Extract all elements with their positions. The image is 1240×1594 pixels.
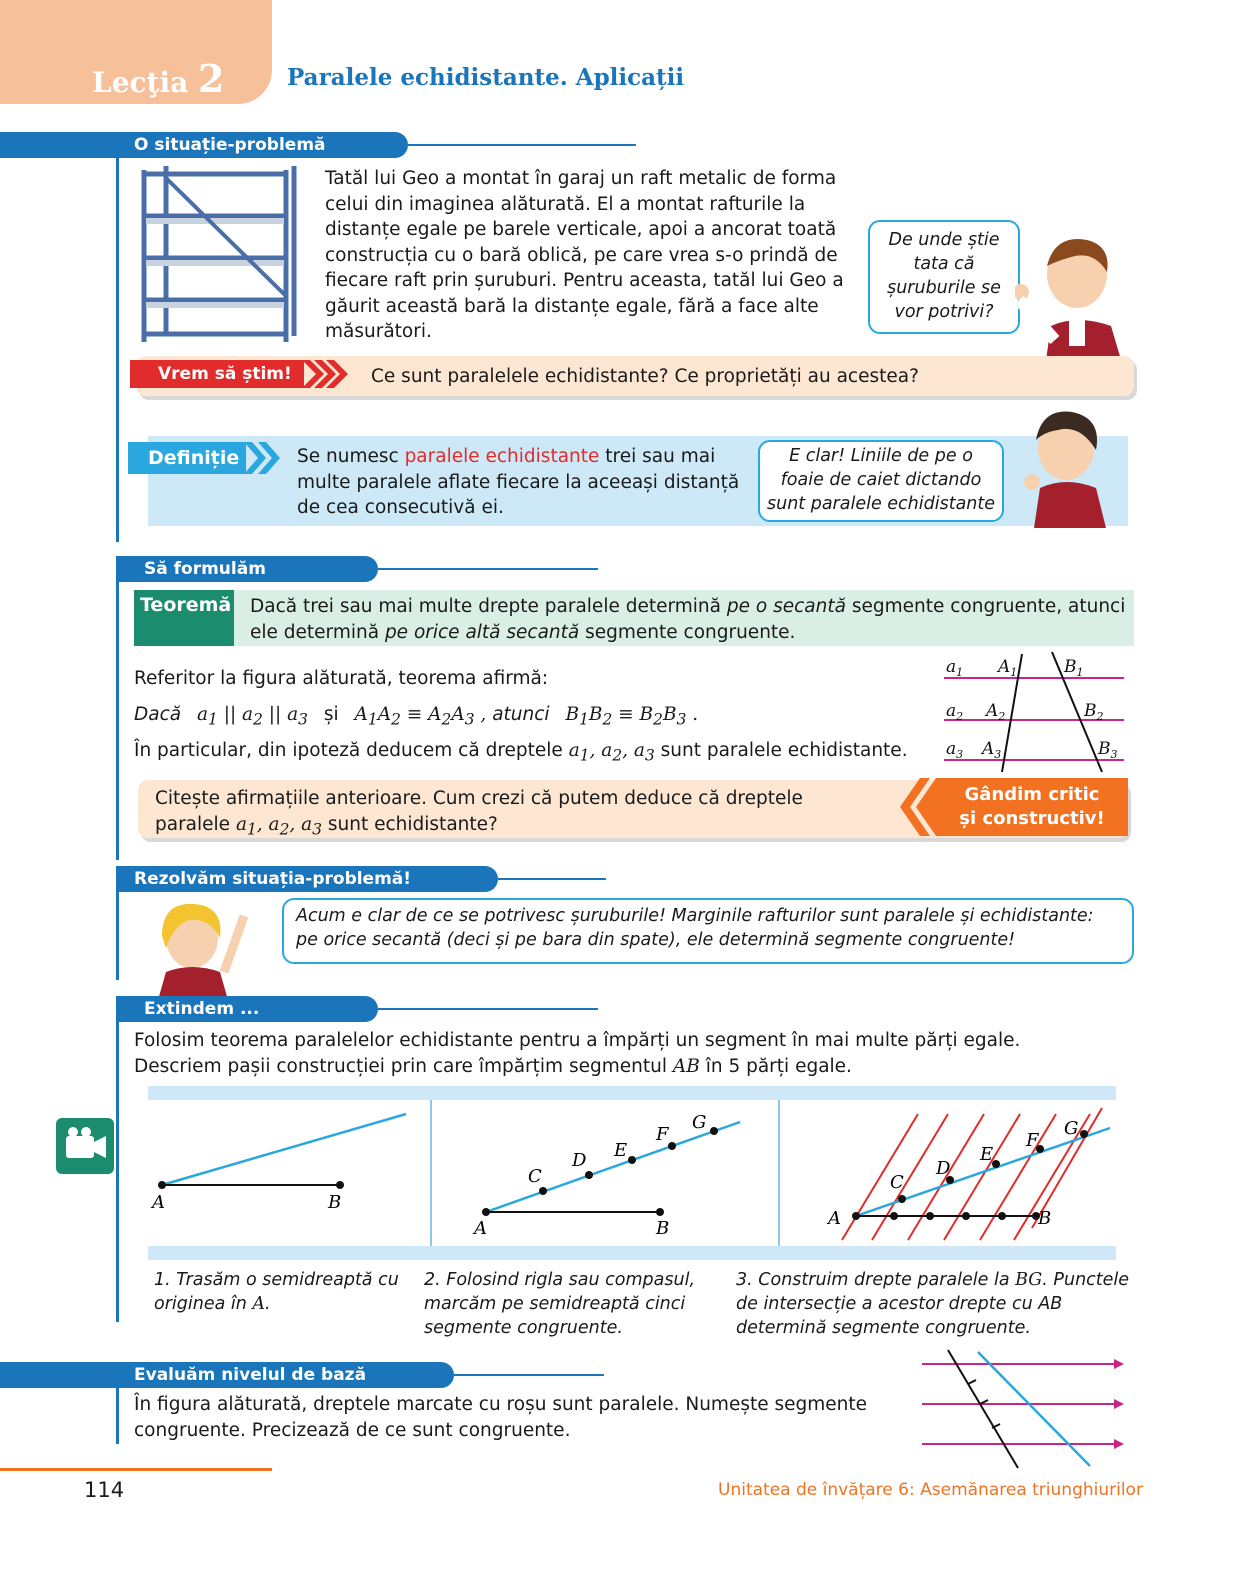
girl-illustration	[144, 896, 256, 1000]
step2-label-F: F	[656, 1124, 669, 1145]
teorema-t4: pe orice altă secantă	[384, 621, 580, 643]
section-line	[378, 568, 598, 570]
teorema-text	[250, 594, 1130, 645]
definitie-tag: Definiție	[128, 442, 246, 474]
step3-label-F: F	[1026, 1130, 1039, 1151]
section-left-rule	[116, 892, 119, 980]
step2-label-B: B	[656, 1218, 670, 1239]
footer-unit-title: Asemănarea triunghiurilor	[920, 1480, 1143, 1500]
critic-text: Citește afirmațiile anterioare. Cum crezi că putem deduce că dreptele paralele $a_1$, $a_2$, $a_3$ sunt echidistante?	[155, 786, 895, 843]
rezolvam-bubble: Acum e clar de ce se potrivesc șuruburile! Marginile rafturilor sunt paralele și echidistante: pe orice secantă (deci și pe bara din spate), ele determină segmente congruente!	[282, 898, 1134, 964]
label-B3: $B_3$	[1098, 739, 1118, 761]
step-caption-2	[424, 1268, 730, 1340]
chevrons-blue-icon	[244, 442, 284, 474]
film-strip-top	[148, 1086, 1116, 1100]
definitie-highlight: paralele echidistante	[404, 446, 600, 467]
step2-label-E: E	[614, 1140, 628, 1161]
teorema-t5: segmente congruente.	[579, 621, 796, 643]
particular-post: sunt paralele echidistante.	[654, 740, 908, 761]
video-camera-icon[interactable]	[56, 1118, 114, 1174]
label-B2: $B_2$	[1084, 701, 1104, 723]
section-line	[498, 878, 606, 880]
film-strip-bottom	[148, 1246, 1116, 1260]
parallel-lines-figure	[940, 650, 1130, 775]
section-formulam: Să formulăm	[116, 556, 378, 582]
section-extindem: Extindem ...	[116, 996, 378, 1022]
step1-end: A	[252, 1294, 266, 1314]
critic-line2-post: sunt echidistante?	[322, 813, 498, 835]
teorema-tag: Teoremă	[134, 590, 234, 646]
step1-tail: .	[265, 1294, 271, 1314]
particular-pre: În particular, din ipoteză deducem că dreptele	[134, 740, 569, 761]
page-number: 114	[84, 1478, 125, 1502]
teorema-t2: pe o secantă	[726, 596, 846, 617]
lesson-tab	[0, 0, 272, 104]
step3-tail: . Punctele de intersecție a acestor drepte cu AB determină segmente congruente.	[736, 1270, 1130, 1338]
speech-bubble-dictando: E clar! Liniile de pe o foaie de caiet dictando sunt paralele echidistante	[758, 440, 1004, 522]
lesson-number: 2	[198, 56, 225, 101]
section-line	[454, 1374, 604, 1376]
situatie-text: Tatăl lui Geo a montat în garaj un raft metalic de forma celui din imaginea alăturată. El a montat rafturile la distanțe egale pe barele verticale, apoi a ancorat toată construcția cu o bară oblică, pe care vrea s-o prindă de fiecare raft prin șuruburi. Pentru aceasta, tatăl lui Geo a găurit această bară la distanțe egale, fără a face alte măsurători.	[325, 168, 844, 342]
step-caption-1	[154, 1268, 404, 1316]
extindem-line2-post: în 5 părți egale.	[699, 1055, 852, 1077]
label-a1: $a_1$	[946, 657, 964, 679]
teorema-t3: segmente congruente, atunci ele determină	[250, 596, 1126, 643]
evaluam-figure	[918, 1348, 1128, 1470]
step3-label-D: D	[936, 1158, 951, 1179]
footer-unit	[718, 1480, 1143, 1500]
extindem-line2-pre: Descriem pașii construcției prin care împărțim segmentul	[134, 1055, 673, 1077]
step2-label-G: G	[692, 1112, 707, 1133]
step1-num: 1.	[154, 1270, 171, 1290]
definitie-post: trei sau mai multe paralele aflate fiecare la aceeași distanță de cea consecutivă ei.	[297, 446, 740, 518]
boy-thinking-illustration	[1010, 406, 1110, 528]
step1-text: Trasăm o semidreaptă cu originea în	[154, 1270, 399, 1314]
critic-tag-line1: Gândim critic	[964, 784, 1100, 805]
step3-label-B: B	[1038, 1208, 1052, 1229]
evaluam-text: În figura alăturată, dreptele marcate cu roșu sunt paralele. Numește segmente congruente. Precizează de ce sunt congruente.	[134, 1394, 868, 1441]
extindem-line1: Folosim teorema paralelelor echidistante pentru a împărți un segment în mai multe părți egale.	[134, 1030, 1021, 1051]
step3-label-C: C	[890, 1172, 904, 1193]
extindem-segment: AB	[672, 1055, 700, 1077]
step3-end: BG	[1015, 1270, 1043, 1290]
definitie-pre: Se numesc	[297, 446, 405, 467]
label-A2: $A_2$	[986, 701, 1006, 723]
section-left-rule	[116, 158, 119, 542]
section-left-rule	[116, 1022, 119, 1322]
critic-tag	[936, 778, 1128, 836]
particular-line: În particular, din ipoteză deducem că dreptele $a_1$, $a_2$, $a_3$ sunt paralele echidistante.	[134, 740, 908, 765]
referitor-line: Referitor la figura alăturată, teorema afirmă:	[134, 668, 549, 689]
teorema-t1: Dacă trei sau mai multe drepte paralele determină	[250, 596, 727, 617]
section-left-rule	[116, 582, 119, 860]
construction-steps-figure	[148, 1100, 1116, 1246]
label-B1: $B_1$	[1064, 657, 1084, 679]
section-rezolvam: Rezolvăm situația-problemă!	[116, 866, 498, 892]
step3-label-G: G	[1064, 1118, 1079, 1139]
footer-rule	[0, 1468, 272, 1471]
label-A3: $A_3$	[982, 739, 1002, 761]
step3-label-E: E	[980, 1144, 994, 1165]
section-left-rule	[116, 1388, 119, 1444]
section-evaluam: Evaluăm nivelul de bază	[0, 1362, 454, 1388]
critic-line1: Citește afirmațiile anterioare. Cum crezi că putem deduce că dreptele	[155, 788, 803, 809]
atunci-word: atunci	[492, 704, 550, 725]
vrem-question: Ce sunt paralelele echidistante? Ce proprietăți au acestea?	[371, 366, 919, 387]
step3-label-A: A	[828, 1208, 841, 1229]
step-caption-3	[736, 1268, 1132, 1340]
daca-formula: Dacă $a_1$ || $a_2$ || $a_3$ și $A_1A_2 \equiv A_2A_3$ , atunci $B_1B_2 \equiv B_2B_3$ .	[134, 704, 699, 729]
metal-shelf-image	[136, 164, 300, 346]
extindem-text	[134, 1028, 1124, 1079]
si-word: și	[323, 704, 339, 725]
lesson-title: Paralele echidistante. Aplicații	[287, 64, 685, 91]
daca-word: Dacă	[134, 704, 182, 725]
section-line	[408, 144, 636, 146]
definitie-text	[297, 444, 757, 521]
label-A1: $A_1$	[998, 657, 1018, 679]
label-a3: $a_3$	[946, 739, 964, 761]
step2-label-D: D	[572, 1150, 587, 1171]
section-situatie: O situație-problemă	[0, 132, 408, 158]
critic-line2-pre: paralele	[155, 813, 236, 835]
critic-tag-line2: și constructiv!	[959, 808, 1105, 829]
step3-num: 3.	[736, 1270, 753, 1290]
step3-text: Construim drepte paralele la	[758, 1270, 1016, 1290]
step2-label-C: C	[528, 1166, 542, 1187]
label-a2: $a_2$	[946, 701, 964, 723]
speech-bubble-geo: De unde știe tata că șuruburile se vor potrivi?	[868, 220, 1020, 334]
step2-label-A: A	[474, 1218, 487, 1239]
vrem-tag: Vrem să știm!	[130, 360, 304, 388]
step1-label-B: B	[328, 1192, 342, 1213]
chevrons-red-icon	[302, 360, 348, 388]
footer-unit-pre: Unitatea de învățare 6:	[718, 1480, 915, 1500]
step1-label-A: A	[152, 1192, 165, 1213]
lesson-word: Lecţia	[92, 66, 189, 99]
section-line	[378, 1008, 598, 1010]
step2-num: 2.	[424, 1270, 441, 1290]
step2-text: Folosind rigla sau compasul, marcăm pe semidreaptă cinci segmente congruente.	[424, 1270, 696, 1338]
